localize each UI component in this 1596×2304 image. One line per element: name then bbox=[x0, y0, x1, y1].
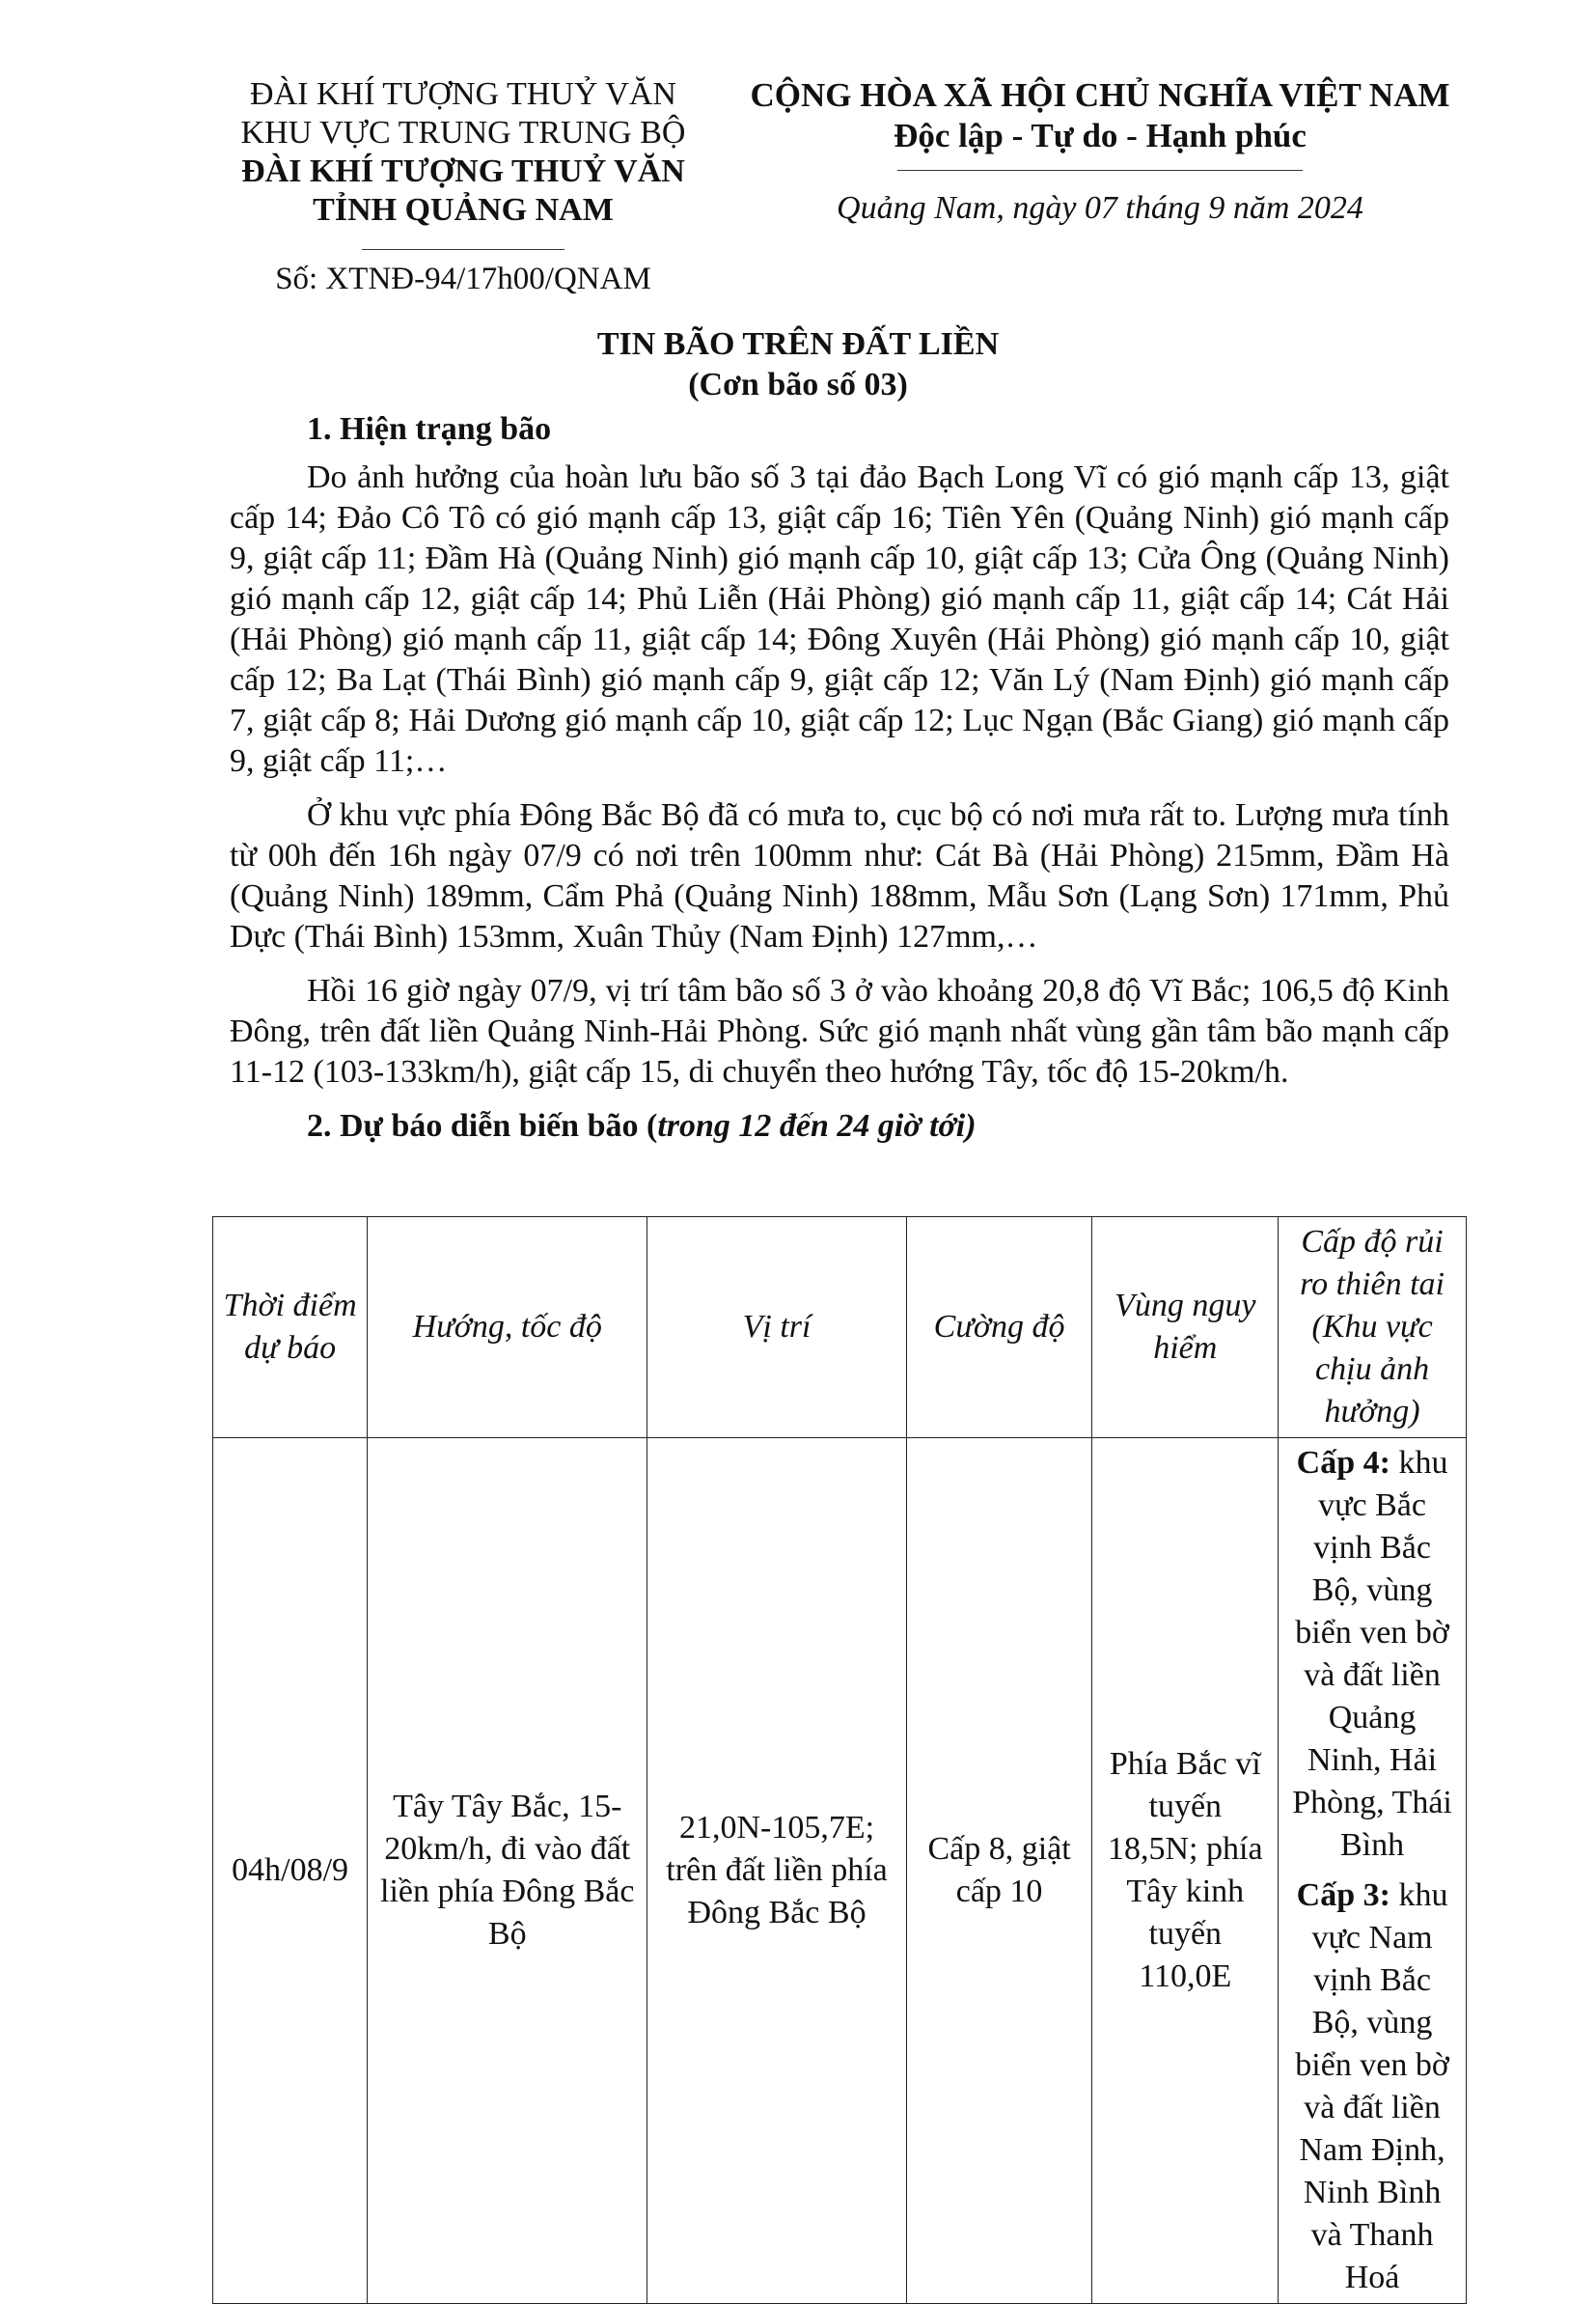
cell-intensity: Cấp 8, giật cấp 10 bbox=[906, 1438, 1092, 2304]
title-sub: (Cơn bão số 03) bbox=[688, 367, 908, 403]
national-header bbox=[714, 75, 1486, 229]
forecast-table bbox=[212, 1216, 1467, 2304]
section-2-heading-italic: trong 12 đến 24 giờ tới) bbox=[657, 1108, 977, 1144]
agency-divider bbox=[362, 249, 564, 250]
header-intensity: Cường độ bbox=[906, 1217, 1092, 1438]
agency-header bbox=[193, 75, 733, 298]
risk-level-4 bbox=[1288, 1442, 1456, 1867]
header-position: Vị trí bbox=[647, 1217, 906, 1438]
national-title: CỘNG HÒA XÃ HỘI CHỦ NGHĨA VIỆT NAM bbox=[750, 76, 1450, 114]
document-title bbox=[0, 324, 1596, 405]
table-row bbox=[213, 1438, 1467, 2304]
paragraph-rain: Ở khu vực phía Đông Bắc Bộ đã có mưa to, cục bộ có nơi mưa rất to. Lượng mưa tính từ 00h đến 16h ngày 07/9 có nơi trên 100mm như: Cát Bà (Hải Phòng) 215mm, Đầm Hà (Quảng Ninh) 189mm, Cẩm Phả (Quảng Ninh) 188mm, Mẫu Sơn (Lạng Sơn) 171mm, Phủ Dực (Thái Bình) 153mm, Xuân Thủy (Nam Định) 127mm,… bbox=[230, 797, 1449, 955]
document-date: Quảng Nam, ngày 07 tháng 9 năm 2024 bbox=[837, 190, 1363, 226]
cell-risk-level bbox=[1279, 1438, 1467, 2304]
section-2-heading-text: 2. Dự báo diễn biến bão ( bbox=[307, 1108, 658, 1144]
header-direction: Hướng, tốc độ bbox=[368, 1217, 647, 1438]
agency-line-2: KHU VỰC TRUNG TRUNG BỘ bbox=[240, 115, 686, 151]
document-number: Số: XTNĐ-94/17h00/QNAM bbox=[275, 262, 651, 296]
table-header-row bbox=[213, 1217, 1467, 1438]
cell-time: 04h/08/9 bbox=[213, 1438, 368, 2304]
section-2-heading bbox=[307, 1106, 1449, 1147]
risk-level-4-label: Cấp 4: bbox=[1296, 1445, 1390, 1481]
agency-line-3: ĐÀI KHÍ TƯỢNG THUỶ VĂN bbox=[241, 153, 685, 189]
national-motto: Độc lập - Tự do - Hạnh phúc bbox=[894, 117, 1307, 154]
paragraph-position: Hồi 16 giờ ngày 07/9, vị trí tâm bão số 3 ở vào khoảng 20,8 độ Vĩ Bắc; 106,5 độ Kinh Đông, trên đất liền Quảng Ninh-Hải Phòng. Sức gió mạnh nhất vùng gần tâm bão mạnh cấp 11-12 (103-133km/h), giật cấp 15, di chuyển theo hướng Tây, tốc độ 15-20km/h. bbox=[230, 973, 1449, 1090]
cell-danger-zone: Phía Bắc vĩ tuyến 18,5N; phía Tây kinh tuyến 110,0E bbox=[1092, 1438, 1279, 2304]
header-time: Thời điểm dự báo bbox=[213, 1217, 368, 1438]
national-divider bbox=[897, 170, 1303, 171]
title-main: TIN BÃO TRÊN ĐẤT LIỀN bbox=[596, 326, 1000, 362]
cell-direction: Tây Tây Bắc, 15-20km/h, đi vào đất liền phía Đông Bắc Bộ bbox=[368, 1438, 647, 2304]
agency-line-1: ĐÀI KHÍ TƯỢNG THUỶ VĂN bbox=[250, 76, 676, 112]
agency-line-4: TỈNH QUẢNG NAM bbox=[313, 192, 614, 228]
cell-position: 21,0N-105,7E; trên đất liền phía Đông Bắc Bộ bbox=[647, 1438, 906, 2304]
paragraph-wind: Do ảnh hưởng của hoàn lưu bão số 3 tại đảo Bạch Long Vĩ có gió mạnh cấp 13, giật cấp 14; Đảo Cô Tô có gió mạnh cấp 13, giật cấp 16; Tiên Yên (Quảng Ninh) gió mạnh cấp 9, giật cấp 11; Đầm Hà (Quảng Ninh) gió mạnh cấp 10, giật cấp 13; Cửa Ông (Quảng Ninh) gió mạnh cấp 12, giật cấp 14; Phủ Liễn (Hải Phòng) gió mạnh cấp 11, giật cấp 14; Cát Hải (Hải Phòng) gió mạnh cấp 11, giật cấp 14; Đông Xuyên (Hải Phòng) gió mạnh cấp 10, giật cấp 12; Ba Lạt (Thái Bình) gió mạnh cấp 9, giật cấp 12; Văn Lý (Nam Định) gió mạnh cấp 7, giật cấp 8; Hải Dương gió mạnh cấp 10, giật cấp 12; Lục Ngạn (Bắc Giang) gió mạnh cấp 9, giật cấp 11;… bbox=[230, 459, 1449, 779]
document-body bbox=[230, 409, 1449, 1154]
header-risk-level: Cấp độ rủi ro thiên tai (Khu vực chịu ảnh hưởng) bbox=[1279, 1217, 1467, 1438]
header-danger-zone: Vùng nguy hiểm bbox=[1092, 1217, 1279, 1438]
risk-level-3-text: khu vực Nam vịnh Bắc Bộ, vùng biển ven bờ và đất liền Nam Định, Ninh Bình và Thanh Hoá bbox=[1295, 1877, 1449, 2295]
risk-level-4-text: khu vực Bắc vịnh Bắc Bộ, vùng biển ven bờ và đất liền Quảng Ninh, Hải Phòng, Thái Bình bbox=[1292, 1445, 1452, 1863]
risk-level-3-label: Cấp 3: bbox=[1296, 1877, 1390, 1913]
section-1-heading: 1. Hiện trạng bão bbox=[307, 411, 552, 447]
risk-level-3 bbox=[1288, 1874, 1456, 2299]
